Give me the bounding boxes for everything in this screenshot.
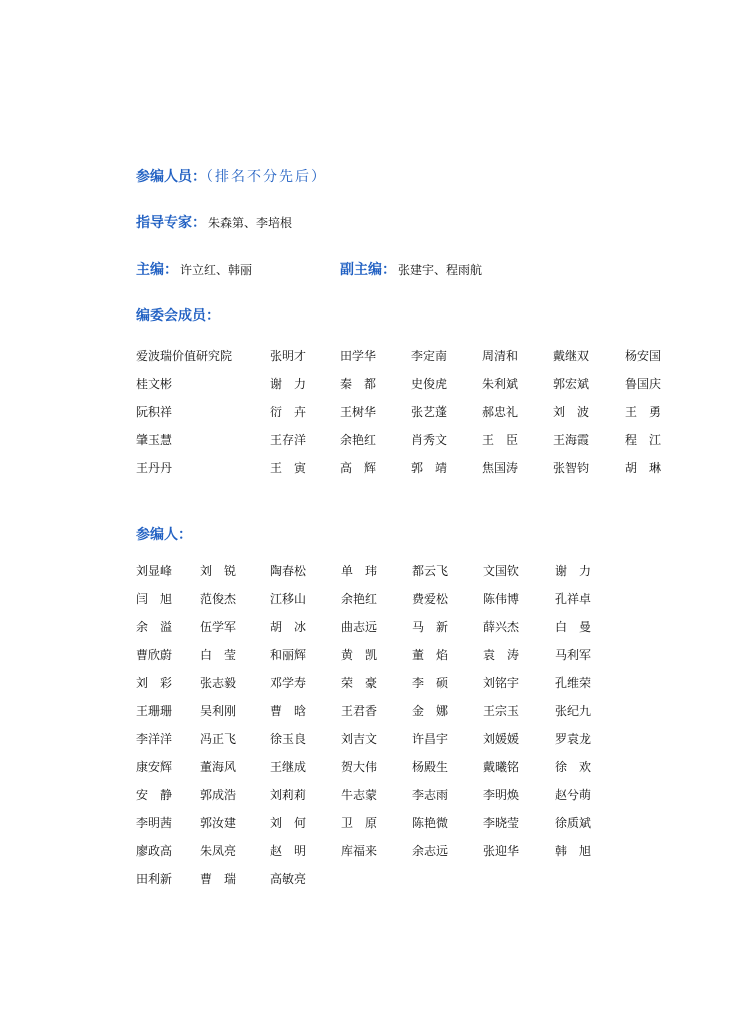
member-name: 余志远 — [412, 844, 449, 858]
member-name: 张明才 — [270, 349, 307, 363]
member-name: 韩 旭 — [555, 844, 592, 858]
member-name: 爱波瑞价值研究院 — [136, 349, 233, 363]
member-name: 曹欣蔚 — [136, 648, 173, 662]
member-name: 肇玉慧 — [136, 433, 173, 447]
member-name: 袁 涛 — [483, 648, 520, 662]
member-name: 刘 锐 — [200, 564, 237, 578]
member-name: 赵 明 — [270, 844, 307, 858]
member-name: 李明焕 — [483, 788, 520, 802]
member-name: 张艺蓬 — [411, 405, 448, 419]
member-name: 谢 力 — [270, 377, 307, 391]
member-name: 余 溢 — [136, 620, 173, 634]
member-name: 刘媛媛 — [483, 732, 520, 746]
member-name: 程 江 — [625, 433, 662, 447]
chief-editor-value: 许立红、韩丽 — [180, 263, 253, 277]
member-name: 都云飞 — [412, 564, 449, 578]
member-name: 张志毅 — [200, 676, 237, 690]
member-name: 曲志远 — [341, 620, 378, 634]
member-name: 曹 瑞 — [200, 872, 237, 886]
member-name: 许昌宇 — [412, 732, 449, 746]
member-name: 肖秀文 — [411, 433, 448, 447]
member-name: 王君香 — [341, 704, 378, 718]
member-name: 孔维荣 — [555, 676, 592, 690]
member-name: 李志雨 — [412, 788, 449, 802]
member-name: 郝忠礼 — [482, 405, 519, 419]
member-name: 孔祥卓 — [555, 592, 592, 606]
member-name: 陈伟博 — [483, 592, 520, 606]
member-name: 李定南 — [411, 349, 448, 363]
chief-editor-label: 主编： — [136, 262, 178, 278]
advisors-row — [136, 212, 292, 232]
member-name: 王 臣 — [482, 433, 519, 447]
advisors-label: 指导专家： — [136, 215, 206, 231]
member-name: 罗袁龙 — [555, 732, 592, 746]
member-name: 康安辉 — [136, 760, 173, 774]
participants-label: 参编人员： — [136, 169, 206, 185]
member-name: 单 玮 — [341, 564, 378, 578]
member-name: 王 勇 — [625, 405, 662, 419]
member-name: 郭成浩 — [200, 788, 237, 802]
member-name: 秦 都 — [340, 377, 377, 391]
member-name: 闫 旭 — [136, 592, 173, 606]
member-name: 杨安国 — [625, 349, 662, 363]
member-name: 余艳红 — [340, 433, 377, 447]
member-name: 卫 原 — [341, 816, 378, 830]
member-name: 李晓莹 — [483, 816, 520, 830]
member-name: 李 硕 — [412, 676, 449, 690]
contributors-grid — [136, 557, 616, 893]
member-name: 马 新 — [412, 620, 449, 634]
member-name: 王珊珊 — [136, 704, 173, 718]
member-name: 荣 豪 — [341, 676, 378, 690]
member-name: 田学华 — [340, 349, 377, 363]
member-name: 焦国涛 — [482, 461, 519, 475]
member-name: 董 焰 — [412, 648, 449, 662]
member-name: 白 曼 — [555, 620, 592, 634]
member-name: 张智钧 — [553, 461, 590, 475]
deputy-editor-label: 副主编： — [340, 262, 396, 278]
member-name: 牛志蒙 — [341, 788, 378, 802]
member-name: 衍 卉 — [270, 405, 307, 419]
member-name: 陈艳微 — [412, 816, 449, 830]
member-name: 高敏亮 — [270, 872, 307, 886]
member-name: 周清和 — [482, 349, 519, 363]
deputy-editor-value: 张建宇、程雨航 — [398, 263, 483, 277]
member-name: 江移山 — [270, 592, 307, 606]
member-name: 李洋洋 — [136, 732, 173, 746]
member-name: 安 静 — [136, 788, 173, 802]
member-name: 史俊虎 — [411, 377, 448, 391]
member-name: 徐玉良 — [270, 732, 307, 746]
member-name: 戴继双 — [553, 349, 590, 363]
member-name: 桂文彬 — [136, 377, 173, 391]
member-name: 和丽辉 — [270, 648, 307, 662]
member-name: 刘 彩 — [136, 676, 173, 690]
member-name: 金 娜 — [412, 704, 449, 718]
member-name: 郭汝建 — [200, 816, 237, 830]
member-name: 田利新 — [136, 872, 173, 886]
member-name: 赵兮萌 — [555, 788, 592, 802]
participants-heading — [136, 166, 327, 186]
member-name: 王丹丹 — [136, 461, 173, 475]
member-name: 李明茜 — [136, 816, 173, 830]
member-name: 廖政高 — [136, 844, 173, 858]
member-name: 戴曦铭 — [483, 760, 520, 774]
member-name: 范俊杰 — [200, 592, 237, 606]
member-name: 黄 凯 — [341, 648, 378, 662]
committee-heading: 编委会成员： — [136, 308, 220, 324]
member-name: 胡 琳 — [625, 461, 662, 475]
contributors-heading: 参编人： — [136, 527, 192, 543]
member-name: 郭 靖 — [411, 461, 448, 475]
member-name: 邓学寿 — [270, 676, 307, 690]
member-name: 王 寅 — [270, 461, 307, 475]
member-name: 余艳红 — [341, 592, 378, 606]
member-name: 王树华 — [340, 405, 377, 419]
member-name: 白 莹 — [200, 648, 237, 662]
committee-members-grid — [136, 342, 662, 482]
member-name: 贺大伟 — [341, 760, 378, 774]
member-name: 刘莉莉 — [270, 788, 307, 802]
member-name: 薛兴杰 — [483, 620, 520, 634]
member-name: 刘铭宇 — [483, 676, 520, 690]
member-name: 刘显峰 — [136, 564, 173, 578]
member-name: 鲁国庆 — [625, 377, 662, 391]
member-name: 冯正飞 — [200, 732, 237, 746]
member-name: 郭宏斌 — [553, 377, 590, 391]
member-name: 董海风 — [200, 760, 237, 774]
member-name: 高 辉 — [340, 461, 377, 475]
member-name: 朱凤亮 — [200, 844, 237, 858]
member-name: 胡 冰 — [270, 620, 307, 634]
member-name: 刘 何 — [270, 816, 307, 830]
member-name: 朱利斌 — [482, 377, 519, 391]
member-name: 费爱松 — [412, 592, 449, 606]
member-name: 王海霞 — [553, 433, 590, 447]
member-name: 曹 晗 — [270, 704, 307, 718]
member-name: 王继成 — [270, 760, 307, 774]
member-name: 库福来 — [341, 844, 378, 858]
ranking-note: （排名不分先后） — [206, 169, 327, 185]
member-name: 马利军 — [555, 648, 592, 662]
member-name: 杨殿生 — [412, 760, 449, 774]
member-name: 王存洋 — [270, 433, 307, 447]
member-name: 张纪九 — [555, 704, 592, 718]
member-name: 徐 欢 — [555, 760, 592, 774]
advisors-value: 朱森第、李培根 — [208, 216, 293, 230]
member-name: 徐质斌 — [555, 816, 592, 830]
chief-editor-row — [136, 259, 252, 279]
member-name: 文国钦 — [483, 564, 520, 578]
member-name: 王宗玉 — [483, 704, 520, 718]
member-name: 刘吉文 — [341, 732, 378, 746]
member-name: 谢 力 — [555, 564, 592, 578]
member-name: 张迎华 — [483, 844, 520, 858]
member-name: 刘 波 — [553, 405, 590, 419]
member-name: 阮积祥 — [136, 405, 173, 419]
member-name: 吴利刚 — [200, 704, 237, 718]
deputy-editor-row — [340, 259, 482, 279]
member-name: 陶春松 — [270, 564, 307, 578]
member-name: 伍学军 — [200, 620, 237, 634]
